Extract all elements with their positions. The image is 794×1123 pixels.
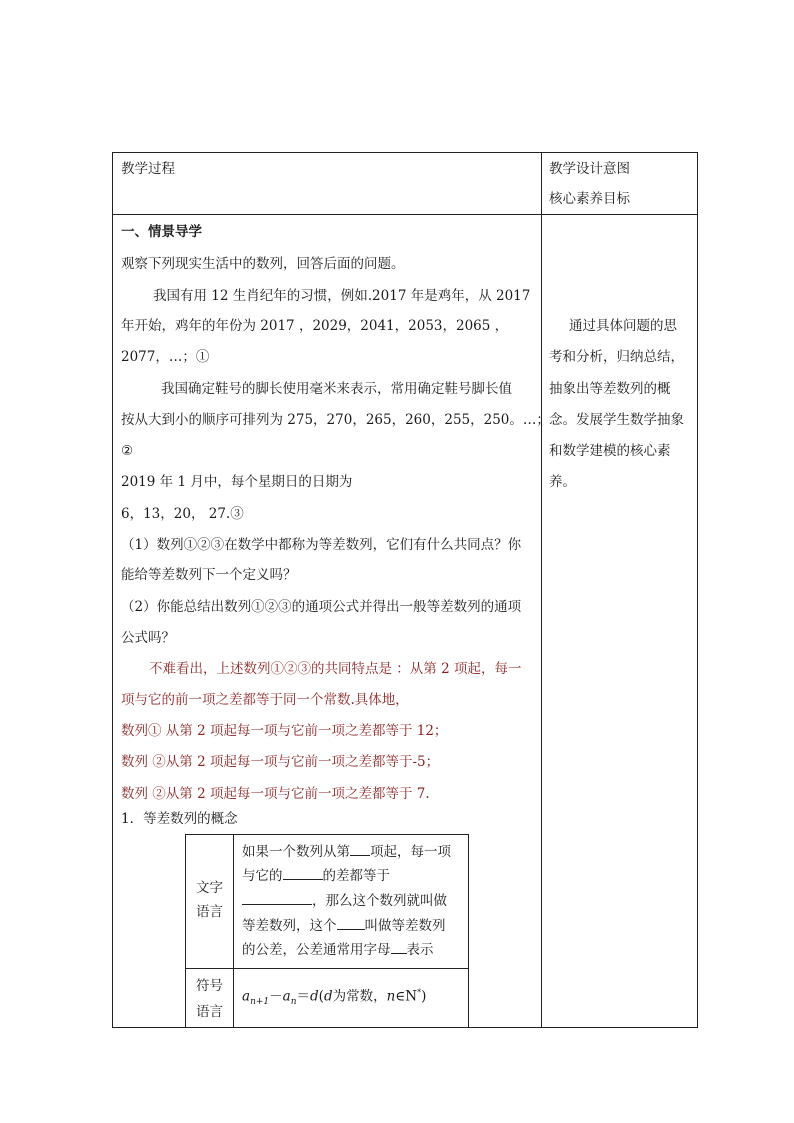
blank-5[interactable] bbox=[391, 939, 407, 954]
definition-line1: 如果一个数列从第 项起，每一项 bbox=[242, 841, 451, 861]
lesson-table bbox=[112, 152, 698, 1028]
column-divider bbox=[541, 153, 542, 1027]
design-intent-line5: 和数学建模的核心素 bbox=[549, 443, 671, 459]
concept-table-row-divider bbox=[186, 968, 468, 969]
answer-line4: 数列 ②从第 2 项起每一项与它前一项之差都等于-5； bbox=[121, 754, 440, 770]
para1-line1: 我国有用 12 生肖纪年的习惯，例如.2017 年是鸡年，从 2017 bbox=[153, 288, 531, 304]
definition-line4: 等差数列，这个 叫做等差数列 bbox=[242, 915, 446, 935]
design-intent-line6: 养。 bbox=[549, 474, 576, 490]
design-intent-line4: 念。发展学生数学抽象 bbox=[549, 412, 684, 428]
para2-line1: 我国确定鞋号的脚长使用毫米来表示，常用确定鞋号脚长值 bbox=[161, 381, 512, 397]
answer-line1: 不难看出，上述数列①②③的共同特点是 ：从第 2 项起，每一 bbox=[149, 661, 522, 677]
answer-line2: 项与它的前一项之差都等于同一个常数.具体地， bbox=[121, 692, 409, 708]
para2-line2: 按从大到小的顺序可排列为 275，270，265，260，255，250。…； bbox=[121, 412, 550, 428]
question2-line1: （2）你能总结出数列①②③的通项公式并得出一般等差数列的通项 bbox=[121, 599, 522, 615]
design-intent-line1: 通过具体问题的思 bbox=[569, 318, 677, 334]
answer-line5: 数列 ②从第 2 项起每一项与它前一项之差都等于 7. bbox=[121, 786, 430, 802]
para3-line2: 6，13，20， 27.③ bbox=[121, 506, 244, 522]
definition-line2: 与它的 的差都等于 bbox=[242, 865, 390, 885]
blank-2[interactable] bbox=[283, 865, 323, 880]
question1-line2: 能给等差数列下一个定义吗？ bbox=[121, 567, 297, 583]
formula: $a_{n+1}-a_n=d(d$为常数，n∈N*) bbox=[242, 988, 427, 1008]
answer-line3: 数列① 从第 2 项起每一项与它前一项之差都等于 12； bbox=[121, 723, 448, 739]
para1-line3: 2077，…；① bbox=[121, 349, 210, 365]
label-text-language-2: 语言 bbox=[196, 904, 223, 920]
question1-line1: （1）数列①②③在数学中都称为等差数列，它们有什么共同点？你 bbox=[121, 537, 522, 553]
blank-1[interactable] bbox=[350, 841, 370, 856]
definition-line5: 的公差，公差通常用字母 表示 bbox=[242, 939, 434, 959]
header-design-intent: 教学设计意图 bbox=[549, 161, 630, 177]
header-teaching-process: 教学过程 bbox=[121, 161, 175, 177]
section-title: 一、情景导学 bbox=[121, 224, 202, 240]
label-text-language-1: 文字 bbox=[196, 880, 223, 896]
para1-line2: 年开始，鸡年的年份为 2017 ，2029，2041，2053，2065 ， bbox=[121, 318, 509, 334]
label-symbol-language-1: 符号 bbox=[196, 978, 223, 994]
definition-line3: ，那么这个数列就叫做 bbox=[242, 890, 447, 910]
blank-4[interactable] bbox=[337, 915, 365, 930]
intro-text: 观察下列现实生活中的数列，回答后面的问题。 bbox=[121, 256, 405, 272]
para3-line1: 2019 年 1 月中，每个星期日的日期为 bbox=[121, 474, 353, 490]
blank-3[interactable] bbox=[242, 890, 312, 905]
header-divider bbox=[113, 214, 697, 215]
label-symbol-language-2: 语言 bbox=[196, 1004, 223, 1020]
concept-table bbox=[185, 834, 469, 1028]
header-core-goal: 核心素养目标 bbox=[549, 191, 630, 207]
concept-table-divider bbox=[233, 835, 234, 1027]
para2-line3: ② bbox=[121, 443, 134, 459]
design-intent-line3: 抽象出等差数列的概 bbox=[549, 381, 671, 397]
design-intent-line2: 考和分析，归纳总结， bbox=[549, 349, 684, 365]
concept-title: 1．等差数列的概念 bbox=[121, 811, 238, 827]
question2-line2: 公式吗？ bbox=[121, 630, 175, 646]
